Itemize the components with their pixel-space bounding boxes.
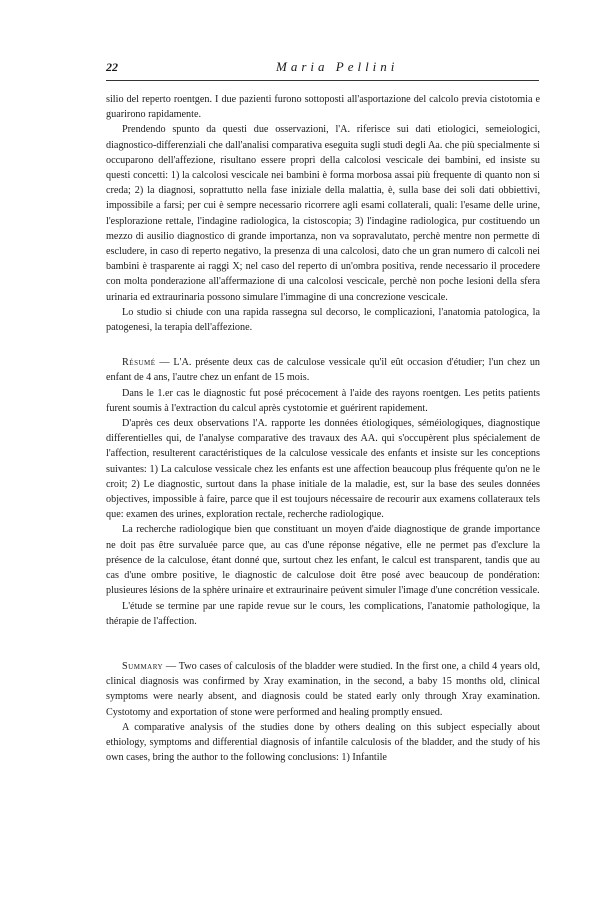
article-body [106,92,540,765]
french-paragraph-1 [106,355,540,385]
section-gap [106,629,540,659]
french-paragraph-3: D'après ces deux observations l'A. rapporte les données étiologiques, séméiologiques, diagnostique differentielles qui, de l'analyse comparative des travaux des AA. qui s'occupèrent plus spécialement de l'affection, resulterent caractéristiques de la calculose vessicale des enfants et insiste sur les conceptions suivantes: 1) La calculose vessicale chez les enfants est une affection beaucoup plus fréquente qu'on ne le croit; 2) Le diagnostic, surtout dans la phase initiale de la maladie, est, sur la base des seules données objectives, impossible à faire, parce que il est toujours nécessaire de recourir aux examens collateraux tels que: examen des urines, exploration rectale, recherche radiologique. [106,418,540,521]
italian-paragraph-2: Prendendo spunto da questi due osservazioni, l'A. riferisce sui dati etiologici, semeiologici, diagnostico-differenziali che dall'analisi comparativa eseguita sugli studi degli Aa. che più specialmente si occuparono dell'affezione, risultano essere propri della calcolosi vescicale dei bambini, ed insiste su questi concetti: 1) la calcolosi vescicale nei bambini è forma morbosa assai più frequente di quanto non si creda; 2) la diagnosi, soprattutto nella fase iniziale della malattia, è, sulla base dei soli dati obbiettivi, impossibile a farsi; per cui è sempre necessario ricorrere agli esami collaterali, quali: l'esame delle urine, l'esplorazione rettale, l'indagine radiologica, la cistoscopia; 3) l'indagine radiologica, pur costituendo un mezzo di ausilio diagnostico di grande importanza, non va sopravalutato, perchè mentre non permette di escludere, in caso di reperto negativo, la presenza di una calcolosi, dato che un gran numero di calcoli nei bambini è trasparente ai raggi X; nel caso del reperto di un'ombra positiva, rende necessario il procedere con molta ponderazione all'affermazione di una calcolosi vescicale, perchè non poche lesioni della sfera urinaria ed extraurinaria possono simulare l'immagine di una concrezione vescicale. [106,124,540,303]
header-rule [106,80,539,81]
english-paragraph-2: A comparative analysis of the studies done by others dealing on this subject especially about ethiology, symptoms and differential diagnosis of infantile calculosis of the bladder, and the study of his own cases, bring the author to the following conclusions: 1) Infantile [106,721,540,764]
english-paragraph-1-text: — Two cases of calculosis of the bladder were studied. In the first one, a child 4 years old, clinical diagnosis was confirmed by Xray examination, in the second, a baby 15 months old, clinical symptoms were nearly absent, and diagnosis could be stated early only through Xray examination. Cystotomy and exportation of stone were performed and healing promptly ensued. [106,660,540,718]
page-header [106,60,539,78]
french-paragraph-2: Dans le 1.er cas le diagnostic fut posé précocement à l'aide des rayons roentgen. Les petits patients furent soumis à l'extraction du calcul après cystotomie et guérirent rapidement. [106,387,540,414]
french-paragraph-4: La recherche radiologique bien que constituant un moyen d'aide diagnostique de grande importance ne doit pas être survaluée parce que, au cas d'une réponse négative, elle ne permet pas d'exclure la présence de la calculose, étant donné que, surtout chez les enfant, le calcul est transparent, tandis que au cas d'une ombre positive, le diagnostic de calculose doit être posé avec beaucoup de pondération: plusieures lésions de la sphère urinaire et extraurinaire peúvent simuler l'image d'une concrétion vessicale. [106,524,540,597]
resume-label: Résumé [122,357,156,369]
section-gap [106,335,540,355]
running-head: Maria Pellini [276,59,399,74]
summary-label: Summary [122,660,164,672]
french-paragraph-5: L'étude se termine par une rapide revue sur le cours, les complications, l'anatomie pathologique, la thérapie de l'affection. [106,600,540,627]
english-paragraph-1 [106,659,540,720]
italian-paragraph-3: Lo studio si chiude con una rapida rassegna sul decorso, le complicazioni, l'anatomia patologica, la patogenesi, la terapia dell'affezione. [106,306,540,334]
page-number: 22 [106,60,118,74]
french-paragraph-1-text: — L'A. présente deux cas de calculose vessicale qu'il eût occasion d'étudier; l'un chez un enfant de 4 ans, l'autre chez un enfant de 15 mois. [106,357,541,384]
italian-paragraph-1: silio del reperto roentgen. I due pazienti furono sottoposti all'asportazione del calcolo previa cistotomia e guarirono rapidamente. [106,94,540,121]
